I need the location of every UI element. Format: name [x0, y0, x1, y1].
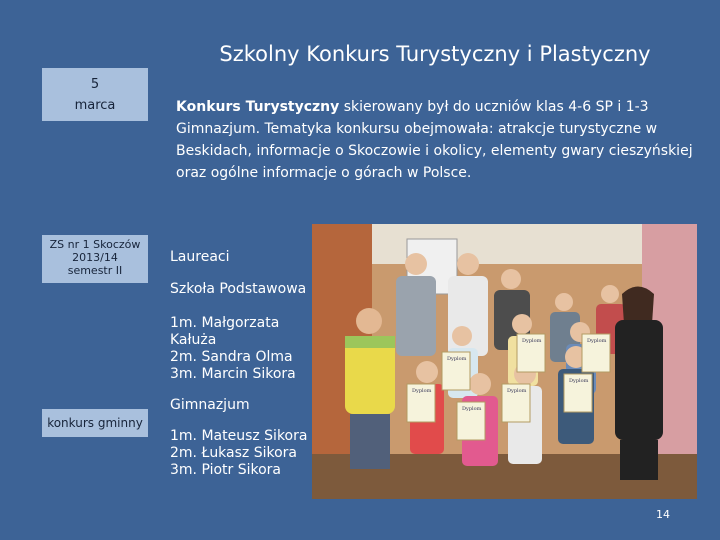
intro-text: skierowany był do uczniów klas 4-6 SP i 1-3 Gimnazjum. Tematyka konkursu obejmowała: atrakcje turystyczne w Beskidach, informacje o Skoczowie i okolicy, elementy gwary cieszyńskiej oraz ogólne informacje o górach w Polsce.	[176, 99, 693, 181]
date-month: marca	[74, 98, 116, 113]
list-item: 3m. Piotr Sikora	[170, 462, 282, 478]
group-photo-illustration	[312, 224, 697, 499]
primary-school-heading: Szkoła Podstawowa	[170, 281, 307, 297]
diploma-label: Dyplom	[507, 388, 527, 394]
page-number: 14	[656, 508, 670, 521]
diploma-label: Dyplom	[447, 356, 467, 362]
slide-title: Szkolny Konkurs Turystyczny i Plastyczny	[219, 42, 651, 66]
school-box	[42, 235, 148, 283]
date-box	[42, 68, 148, 121]
list-item: 1m. Małgorzata	[170, 315, 280, 331]
list-item: Kałuża	[170, 332, 217, 348]
gymnasium-heading: Gimnazjum	[170, 397, 250, 413]
list-item: 2m. Sandra Olma	[170, 349, 293, 365]
list-item: 3m. Marcin Sikora	[170, 366, 296, 382]
school-year: 2013/14	[72, 251, 118, 264]
diploma-label: Dyplom	[522, 338, 542, 344]
laureates-heading: Laureaci	[170, 249, 230, 265]
intro-bold: Konkurs Turystyczny	[176, 99, 340, 115]
date-day: 5	[90, 77, 100, 92]
list-item: 1m. Mateusz Sikora	[170, 428, 308, 444]
contest-type-label: konkurs gminny	[47, 416, 143, 430]
diploma-label: Dyplom	[412, 388, 432, 394]
school-name: ZS nr 1 Skoczów	[49, 238, 141, 251]
list-item: 2m. Łukasz Sikora	[170, 445, 298, 461]
diploma-label: Dyplom	[462, 406, 482, 412]
diploma-label: Dyplom	[569, 378, 589, 384]
contest-type-box	[42, 409, 148, 437]
school-semester: semestr II	[67, 264, 123, 277]
gymnasium-winners-list	[170, 428, 307, 479]
group-photo	[312, 224, 697, 499]
intro-paragraph	[176, 96, 696, 184]
diploma-label: Dyplom	[587, 338, 607, 344]
primary-winners-list	[170, 315, 296, 383]
